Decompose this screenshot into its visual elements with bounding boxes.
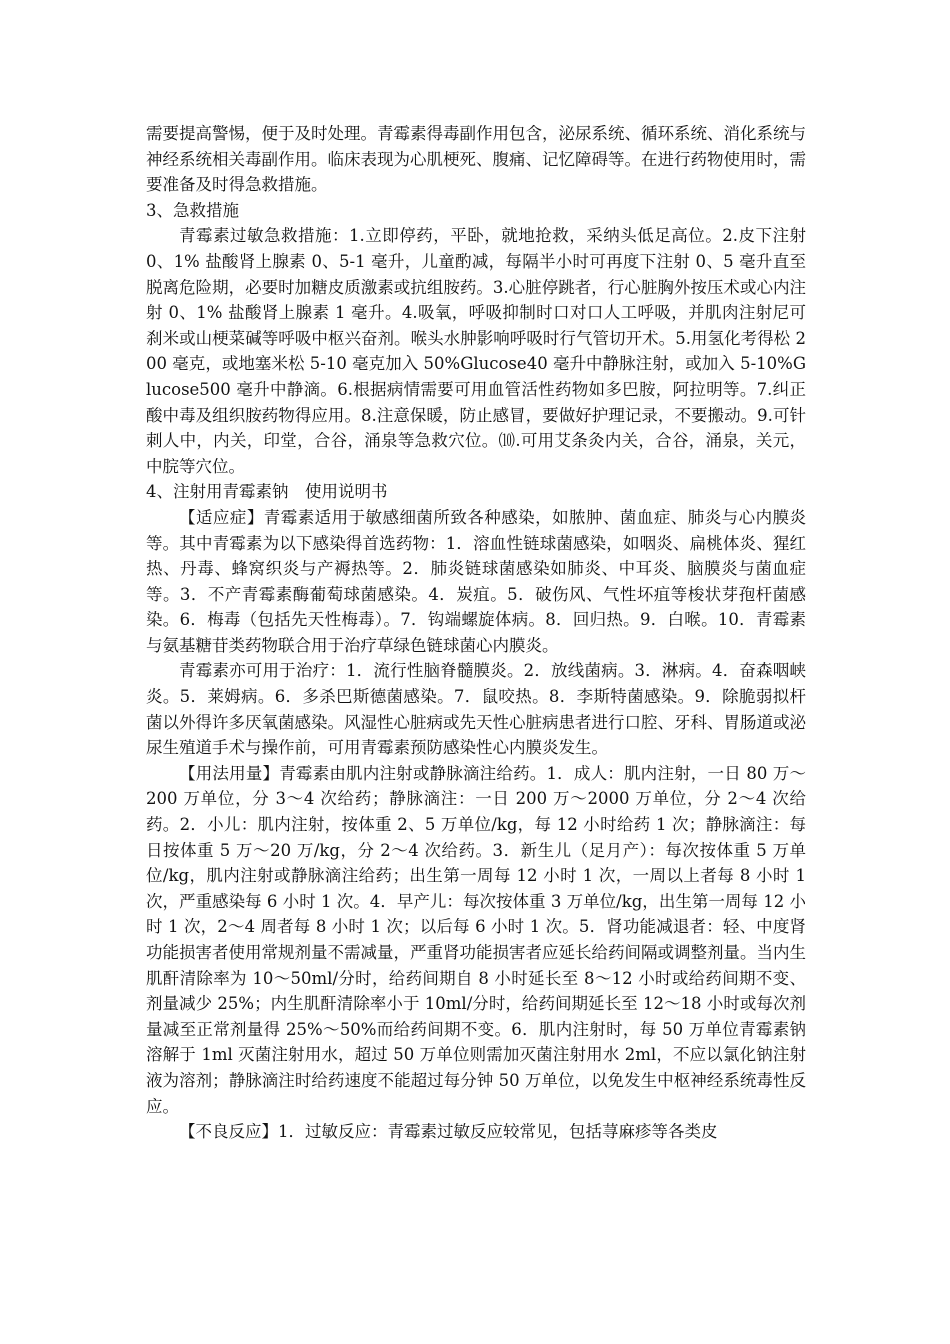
heading-penicillin-instructions: 4、注射用青霉素钠 使用说明书 bbox=[146, 482, 388, 502]
heading-emergency-measures: 3、急救措施 bbox=[146, 200, 239, 220]
paragraph-adverse-reactions: 【不良反应】1．过敏反应：青霉素过敏反应较常见，包括荨麻疹等各类皮 bbox=[179, 1122, 718, 1142]
paragraph-dosage: 【用法用量】青霉素由肌内注射或静脉滴注给药。1．成人：肌内注射，一日 80 万～200 万单位，分 3～4 次给药；静脉滴注：一日 200 万～2000 万单位，分 2～4 次给药。2．小儿：肌内注射，按体重 2、5 万单位/kg，每 12 小时给药 1 次；静脉滴注：每日按体重 5 万～20 万/kg，分 2～4 次给药。3．新生儿（足月产）：每次按体重 5 万单位/kg，肌内注射或静脉滴注给药；出生第一周每 12 小时 1 次，一周以上者每 8 小时 1 次，严重感染每 6 小时 1 次。4．早产儿：每次按体重 3 万单位/kg，出生第一周每 12 小时 1 次，2～4 周者每 8 小时 1 次；以后每 6 小时 1 次。5．肾功能减退者：轻、中度肾功能损害者使用常规剂量不需减量，严重肾功能损害者应延长给药间隔或调整剂量。当内生肌酐清除率为 10～50ml/分时，给药间期自 8 小时延长至 8～12 小时或给药间期不变、剂量减少 25%；内生肌酐清除率小于 10ml/分时，给药间期延长至 12～18 小时或每次剂量减至正常剂量得 25%～50%而给药间期不变。6．肌内注射时，每 50 万单位青霉素钠溶解于 1ml 灭菌注射用水，超过 50 万单位则需加灭菌注射用水 2ml，不应以氯化钠注射液为溶剂；静脉滴注时给药速度不能超过每分钟 50 万单位，以免发生中枢神经系统毒性反应。 bbox=[146, 763, 806, 1116]
paragraph-indications: 【适应症】青霉素适用于敏感细菌所致各种感染，如脓肿、菌血症、肺炎与心内膜炎等。其中青霉素为以下感染得首选药物：1．溶血性链球菌感染，如咽炎、扁桃体炎、猩红热、丹毒、蜂窝织炎与产褥热等。2．肺炎链球菌感染如肺炎、中耳炎、脑膜炎与菌血症等。3．不产青霉素酶葡萄球菌感染。4．炭疽。5．破伤风、气性坏疽等梭状芽孢杆菌感染。6．梅毒（包括先天性梅毒）。7．钩端螺旋体病。8．回归热。9．白喉。10．青霉素与氨基糖苷类药物联合用于治疗草绿色链球菌心内膜炎。 bbox=[146, 507, 806, 655]
paragraph-emergency-steps: 青霉素过敏急救措施：1.立即停药，平卧，就地抢救，采纳头低足高位。2.皮下注射 0、1% 盐酸肾上腺素 0、5-1 毫升，儿童酌减，每隔半小时可再度下注射 0、5 毫升直至脱离危险期，必要时加糖皮质激素或抗组胺药。3.心脏停跳者，行心脏胸外按压术或心内注射 0、1% 盐酸肾上腺素 1 毫升。4.吸氧，呼吸抑制时口对口人工呼吸，并肌肉注射尼可刹米或山梗菜碱等呼吸中枢兴奋剂。喉头水肿影响呼吸时行气管切开术。5.用氢化考得松 200 毫克，或地塞米松 5-10 毫克加入 50%Glucose40 毫升中静脉注射，或加入 5-10%Glucose500 毫升中静滴。6.根据病情需要可用血管活性药物如多巴胺，阿拉明等。7.纠正酸中毒及组织胺药物得应用。8.注意保暖，防止感冒，要做好护理记录，不要搬动。9.可针刺人中，内关，印堂，合谷，涌泉等急救穴位。⑽.可用艾条灸内关，合谷，涌泉，关元，中脘等穴位。 bbox=[146, 226, 806, 476]
document-body bbox=[146, 121, 806, 1145]
paragraph-other-treatments: 青霉素亦可用于治疗：1．流行性脑脊髓膜炎。2．放线菌病。3．淋病。4．奋森咽峡炎。5．莱姆病。6．多杀巴斯德菌感染。7．鼠咬热。8．李斯特菌感染。9．除脆弱拟杆菌以外得许多厌氧菌感染。风湿性心脏病或先天性心脏病患者进行口腔、牙科、胃肠道或泌尿生殖道手术与操作前，可用青霉素预防感染性心内膜炎发生。 bbox=[146, 661, 806, 758]
paragraph-side-effects-intro: 需要提高警惕，便于及时处理。青霉素得毒副作用包含，泌尿系统、循环系统、消化系统与神经系统相关毒副作用。临床表现为心肌梗死、腹痛、记忆障碍等。在进行药物使用时，需要准备及时得急救措施。 bbox=[146, 124, 806, 195]
